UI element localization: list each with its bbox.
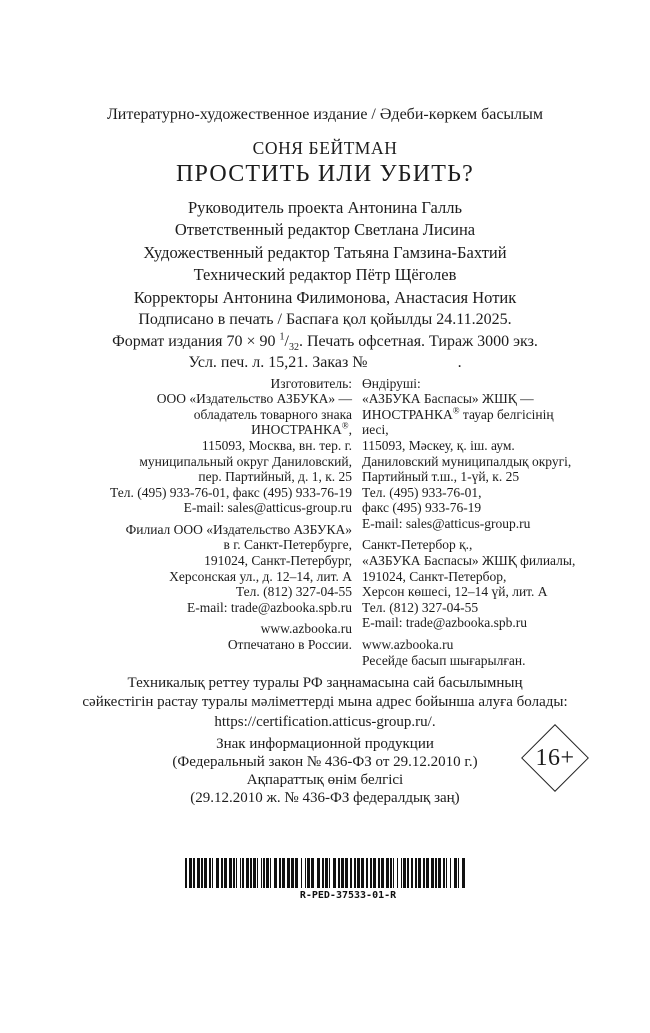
edition-line: Литературно-художественное издание / Әдеби-көркем басылым	[106, 106, 544, 123]
text-line: обладатель товарного знака	[193, 406, 352, 422]
text-line: ООО «Издательство АЗБУКА» —	[156, 391, 352, 407]
text-line: Ответственный редактор Светлана Лисина	[174, 220, 476, 240]
text-line: E-mail: sales@atticus-group.ru	[183, 500, 352, 516]
text-line: Художественный редактор Татьяна Гамзина-Бахтий	[143, 242, 507, 262]
text-line: ИНОСТРАНКА®,	[251, 420, 352, 438]
text-block	[85, 621, 352, 652]
text-block	[85, 376, 352, 516]
fraction-slash: /	[284, 332, 289, 350]
certification-note	[0, 674, 650, 732]
barcode-text: R-PED-37533-01-R	[299, 890, 397, 901]
text-line: факс (495) 933-76-19	[362, 500, 482, 516]
text-line: Тел. (812) 327-04-55	[235, 584, 352, 600]
text-line: Даниловский муниципалдық округі,	[362, 453, 572, 469]
text-line: Херсон көшесі, 12–14 үй, лит. А	[362, 584, 548, 600]
barcode-bars	[185, 858, 466, 888]
text-line: Херсонская ул., д. 12–14, лит. А	[169, 568, 352, 584]
credits-block	[0, 197, 650, 309]
text-line: E-mail: sales@atticus-group.ru	[362, 515, 531, 531]
text-line: Санкт-Петербор қ.,	[362, 537, 473, 553]
text-line: Технический редактор Пётр Щёголев	[193, 265, 457, 285]
text-line: Изготовитель:	[270, 375, 352, 391]
text-line: Знак информационной продукции	[216, 735, 434, 752]
text-line: Корректоры Антонина Филимонова, Анастасия Нотик	[133, 287, 517, 307]
producer-column-russian	[85, 376, 352, 653]
text-block	[362, 637, 582, 668]
text-line: 115093, Мәскеу, қ. іш. аум.	[362, 437, 515, 453]
text-line: Тел. (812) 327-04-55	[362, 599, 479, 615]
text-block	[362, 537, 582, 631]
text-line: в г. Санкт-Петербурге,	[223, 537, 352, 553]
age-rating-label: 16+	[535, 744, 575, 771]
text-line: Отпечатано в России.	[227, 637, 352, 653]
print-info-block	[0, 309, 650, 374]
text-line: 191024, Санкт-Петербург,	[204, 553, 352, 569]
text-line: www.azbooka.ru	[260, 621, 352, 637]
text-line: E-mail: trade@azbooka.spb.ru	[362, 615, 527, 631]
barcode	[185, 858, 465, 902]
text-block	[362, 376, 582, 532]
author-name: СОНЯ БЕЙТМАН	[252, 138, 398, 158]
format-text: Формат издания 70 × 90	[112, 332, 280, 350]
text-line: 191024, Санкт-Петербор,	[362, 568, 507, 584]
book-title: ПРОСТИТЬ ИЛИ УБИТЬ?	[176, 161, 474, 187]
text-line: «АЗБУКА Баспасы» ЖШҚ —	[362, 391, 534, 407]
text-line: сәйкестігін растау туралы мәліметтерді мына адрес бойынша алуға болады:	[82, 694, 568, 711]
text-line: (Федеральный закон № 436-ФЗ от 29.12.2010 г.)	[172, 753, 478, 770]
text-line: Тел. (495) 933-76-01, факс (495) 933-76-19	[109, 484, 352, 500]
order-line	[0, 352, 650, 374]
text-line: ИНОСТРАНКА® тауар белгісінің иесі,	[362, 405, 554, 438]
text-line: (29.12.2010 ж. № 436-ФЗ федералдық заң)	[190, 789, 460, 806]
text-block	[85, 522, 352, 616]
format-line	[0, 331, 650, 353]
fraction-numerator: 1	[279, 331, 285, 343]
text-line: www.azbooka.ru	[362, 637, 454, 653]
text-line: Партийный т.ш., 1-үй, к. 25	[362, 469, 520, 485]
text-line: пер. Партийный, д. 1, к. 25	[198, 469, 352, 485]
text-line: муниципальный округ Даниловский,	[139, 453, 352, 469]
text-line: Филиал ООО «Издательство АЗБУКА»	[125, 521, 352, 537]
text-line: Руководитель проекта Антонина Галль	[188, 198, 462, 217]
text-line: 115093, Москва, вн. тер. г.	[201, 437, 352, 453]
producer-columns	[85, 376, 582, 669]
age-rating-badge	[522, 725, 588, 791]
signed-to-print-line: Подписано в печать / Баспаға қол қойылды 24.11.2025.	[138, 311, 512, 329]
text-line: Ақпараттық өнім белгісі	[246, 771, 404, 788]
order-text: Усл. печ. л. 15,21. Заказ №	[188, 354, 368, 372]
text-line: Ресейде басып шығарылған.	[362, 652, 526, 668]
format-text-rest: . Печать офсетная. Тираж 3000 экз.	[298, 332, 538, 350]
producer-column-kazakh	[362, 376, 582, 669]
text-line: E-mail: trade@azbooka.spb.ru	[187, 599, 352, 615]
text-line: «АЗБУКА Баспасы» ЖШҚ филиалы,	[362, 553, 576, 569]
text-line: Тел. (495) 933-76-01,	[362, 484, 482, 500]
order-period: .	[457, 354, 462, 372]
text-line: Техникалық реттеу туралы РФ заңнамасына сай басылымның	[127, 675, 523, 692]
text-line: Өндіруші:	[362, 375, 421, 391]
text-line: https://certification.atticus-group.ru/.	[214, 713, 436, 730]
fraction-denominator: 32	[288, 341, 299, 353]
